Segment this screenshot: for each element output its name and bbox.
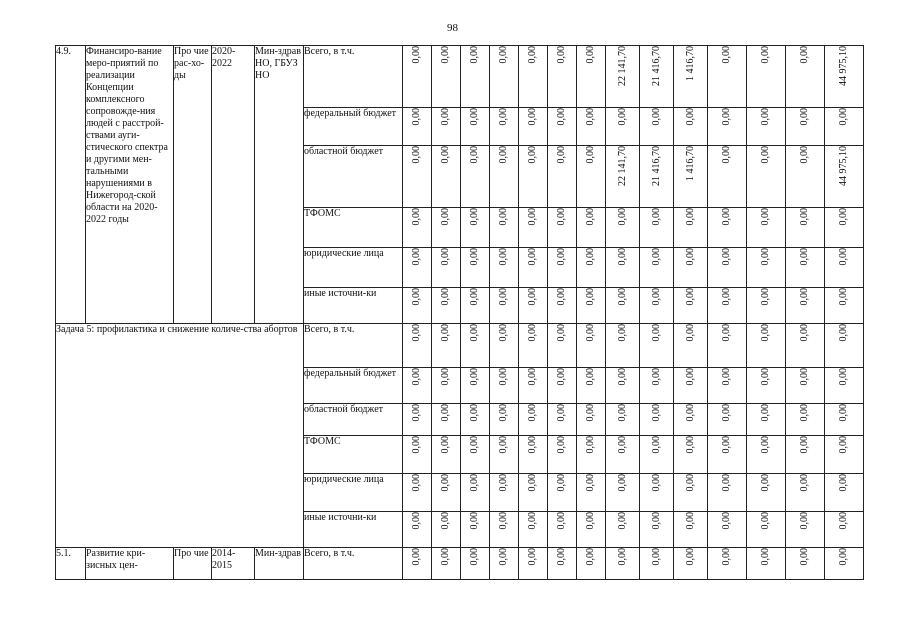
value-cell: 0,00 xyxy=(786,208,825,248)
value-cell: 0,00 xyxy=(403,146,432,208)
value-cell: 0,00 xyxy=(577,404,606,436)
value-cell: 0,00 xyxy=(519,324,548,368)
value-cell: 0,00 xyxy=(490,108,519,146)
value-cell: 0,00 xyxy=(708,324,747,368)
value-cell: 0,00 xyxy=(786,368,825,404)
period: 2014-2015 xyxy=(212,548,255,580)
value-cell: 0,00 xyxy=(708,368,747,404)
value-cell: 44 975,10 xyxy=(825,46,864,108)
value-cell: 0,00 xyxy=(747,404,786,436)
source-label: областной бюджет xyxy=(304,146,403,208)
value-cell: 0,00 xyxy=(825,324,864,368)
value-cell: 0,00 xyxy=(490,368,519,404)
value-cell: 0,00 xyxy=(674,208,708,248)
value-cell: 0,00 xyxy=(786,46,825,108)
value-cell: 0,00 xyxy=(640,474,674,512)
value-cell: 0,00 xyxy=(432,368,461,404)
value-cell: 0,00 xyxy=(786,404,825,436)
value-cell: 0,00 xyxy=(786,146,825,208)
value-cell: 21 416,70 xyxy=(640,146,674,208)
value-cell: 0,00 xyxy=(747,46,786,108)
value-cell: 0,00 xyxy=(461,436,490,474)
value-cell: 0,00 xyxy=(606,248,640,288)
source-label: областной бюджет xyxy=(304,404,403,436)
value-cell: 0,00 xyxy=(548,46,577,108)
value-cell: 0,00 xyxy=(825,474,864,512)
value-cell: 0,00 xyxy=(747,248,786,288)
value-cell: 0,00 xyxy=(708,548,747,580)
value-cell: 0,00 xyxy=(519,248,548,288)
source-label: иные источни-ки xyxy=(304,512,403,548)
period: 2020-2022 xyxy=(212,46,255,324)
value-cell: 0,00 xyxy=(490,46,519,108)
value-cell: 0,00 xyxy=(548,474,577,512)
value-cell: 0,00 xyxy=(747,512,786,548)
value-cell: 0,00 xyxy=(461,108,490,146)
value-cell: 21 416,70 xyxy=(640,46,674,108)
value-cell: 0,00 xyxy=(786,288,825,324)
value-cell: 0,00 xyxy=(577,146,606,208)
value-cell: 0,00 xyxy=(825,548,864,580)
value-cell: 0,00 xyxy=(519,368,548,404)
value-cell: 0,00 xyxy=(786,324,825,368)
value-cell: 0,00 xyxy=(577,436,606,474)
value-cell: 0,00 xyxy=(674,512,708,548)
value-cell: 0,00 xyxy=(747,368,786,404)
value-cell: 0,00 xyxy=(490,436,519,474)
value-cell: 0,00 xyxy=(403,46,432,108)
value-cell: 0,00 xyxy=(490,512,519,548)
value-cell: 0,00 xyxy=(519,46,548,108)
value-cell: 0,00 xyxy=(577,288,606,324)
value-cell: 0,00 xyxy=(432,436,461,474)
value-cell: 0,00 xyxy=(548,436,577,474)
value-cell: 0,00 xyxy=(606,436,640,474)
value-cell: 0,00 xyxy=(825,208,864,248)
value-cell: 0,00 xyxy=(403,548,432,580)
value-cell: 0,00 xyxy=(519,512,548,548)
value-cell: 0,00 xyxy=(674,474,708,512)
value-cell: 0,00 xyxy=(606,324,640,368)
value-cell: 0,00 xyxy=(577,208,606,248)
value-cell: 0,00 xyxy=(519,146,548,208)
value-cell: 0,00 xyxy=(519,208,548,248)
value-cell: 0,00 xyxy=(490,208,519,248)
value-cell: 0,00 xyxy=(403,248,432,288)
value-cell: 0,00 xyxy=(490,548,519,580)
value-cell: 0,00 xyxy=(548,146,577,208)
value-cell: 0,00 xyxy=(432,248,461,288)
value-cell: 0,00 xyxy=(461,368,490,404)
value-cell: 0,00 xyxy=(674,108,708,146)
value-cell: 0,00 xyxy=(640,208,674,248)
value-cell: 0,00 xyxy=(674,288,708,324)
value-cell: 0,00 xyxy=(786,548,825,580)
value-cell: 0,00 xyxy=(403,288,432,324)
value-cell: 0,00 xyxy=(461,248,490,288)
value-cell: 0,00 xyxy=(674,368,708,404)
value-cell: 0,00 xyxy=(747,474,786,512)
value-cell: 0,00 xyxy=(674,436,708,474)
source-label: федеральный бюджет xyxy=(304,368,403,404)
value-cell: 1 416,70 xyxy=(674,146,708,208)
value-cell: 0,00 xyxy=(432,288,461,324)
value-cell: 0,00 xyxy=(825,512,864,548)
value-cell: 0,00 xyxy=(490,324,519,368)
expense-type: Про чие xyxy=(174,548,212,580)
source-label: ТФОМС xyxy=(304,436,403,474)
value-cell: 0,00 xyxy=(519,404,548,436)
value-cell: 0,00 xyxy=(432,46,461,108)
value-cell: 0,00 xyxy=(548,248,577,288)
value-cell: 0,00 xyxy=(461,474,490,512)
value-cell: 0,00 xyxy=(432,474,461,512)
value-cell: 0,00 xyxy=(577,324,606,368)
value-cell: 0,00 xyxy=(490,248,519,288)
value-cell: 0,00 xyxy=(461,404,490,436)
value-cell: 0,00 xyxy=(640,108,674,146)
value-cell: 0,00 xyxy=(640,512,674,548)
value-cell: 0,00 xyxy=(490,288,519,324)
value-cell: 0,00 xyxy=(606,288,640,324)
executor: Мин-здрав НО, ГБУЗ НО xyxy=(255,46,304,324)
value-cell: 0,00 xyxy=(461,548,490,580)
value-cell: 0,00 xyxy=(640,324,674,368)
value-cell: 0,00 xyxy=(708,288,747,324)
value-cell: 0,00 xyxy=(577,108,606,146)
value-cell: 0,00 xyxy=(519,436,548,474)
value-cell: 0,00 xyxy=(403,474,432,512)
budget-table xyxy=(55,45,864,580)
value-cell: 0,00 xyxy=(747,548,786,580)
source-label: юридические лица xyxy=(304,248,403,288)
value-cell: 0,00 xyxy=(825,108,864,146)
value-cell: 0,00 xyxy=(490,474,519,512)
value-cell: 0,00 xyxy=(432,404,461,436)
value-cell: 0,00 xyxy=(403,404,432,436)
measure-name: Развитие кри-зисных цен- xyxy=(86,548,174,580)
value-cell: 0,00 xyxy=(461,46,490,108)
value-cell: 0,00 xyxy=(432,208,461,248)
value-cell: 0,00 xyxy=(577,368,606,404)
value-cell: 0,00 xyxy=(674,248,708,288)
value-cell: 22 141,70 xyxy=(606,46,640,108)
table-row xyxy=(56,324,864,368)
table-row xyxy=(56,548,864,580)
value-cell: 0,00 xyxy=(461,324,490,368)
value-cell: 0,00 xyxy=(674,548,708,580)
value-cell: 0,00 xyxy=(747,108,786,146)
value-cell: 0,00 xyxy=(548,288,577,324)
value-cell: 0,00 xyxy=(577,548,606,580)
value-cell: 0,00 xyxy=(606,108,640,146)
value-cell: 0,00 xyxy=(577,46,606,108)
value-cell: 0,00 xyxy=(708,248,747,288)
value-cell: 0,00 xyxy=(786,512,825,548)
value-cell: 22 141,70 xyxy=(606,146,640,208)
value-cell: 0,00 xyxy=(708,404,747,436)
value-cell: 0,00 xyxy=(708,436,747,474)
value-cell: 0,00 xyxy=(747,208,786,248)
task-heading: Задача 5: профилактика и снижение количе-ства абортов xyxy=(56,324,304,548)
value-cell: 0,00 xyxy=(461,512,490,548)
value-cell: 0,00 xyxy=(825,248,864,288)
value-cell: 0,00 xyxy=(548,108,577,146)
value-cell: 0,00 xyxy=(825,404,864,436)
value-cell: 0,00 xyxy=(708,208,747,248)
value-cell: 0,00 xyxy=(606,368,640,404)
value-cell: 0,00 xyxy=(403,436,432,474)
value-cell: 0,00 xyxy=(786,248,825,288)
value-cell: 1 416,70 xyxy=(674,46,708,108)
source-label: Всего, в т.ч. xyxy=(304,46,403,108)
value-cell: 0,00 xyxy=(747,324,786,368)
row-number: 5.1. xyxy=(56,548,86,580)
value-cell: 0,00 xyxy=(548,208,577,248)
table-row xyxy=(56,46,864,108)
source-label: Всего, в т.ч. xyxy=(304,324,403,368)
value-cell: 0,00 xyxy=(403,324,432,368)
value-cell: 0,00 xyxy=(747,146,786,208)
value-cell: 0,00 xyxy=(708,46,747,108)
value-cell: 0,00 xyxy=(674,404,708,436)
value-cell: 0,00 xyxy=(640,248,674,288)
value-cell: 0,00 xyxy=(606,548,640,580)
value-cell: 0,00 xyxy=(490,404,519,436)
page-number: 98 xyxy=(447,22,458,34)
value-cell: 0,00 xyxy=(577,248,606,288)
value-cell: 0,00 xyxy=(548,404,577,436)
executor: Мин-здрав xyxy=(255,548,304,580)
value-cell: 0,00 xyxy=(825,288,864,324)
value-cell: 0,00 xyxy=(403,108,432,146)
value-cell: 0,00 xyxy=(708,512,747,548)
value-cell: 0,00 xyxy=(606,404,640,436)
source-label: юридические лица xyxy=(304,474,403,512)
value-cell: 0,00 xyxy=(640,404,674,436)
measure-name: Финансиро-вание меро-приятий по реализации Концепции комплексного сопровожде-ния людей с расстрой-ствами ауги-стического спектра и другими мен-тальными нарушениями в Нижегород-ской области на 2020-2022 годы xyxy=(86,46,174,324)
value-cell: 0,00 xyxy=(708,474,747,512)
source-label: Всего, в т.ч. xyxy=(304,548,403,580)
value-cell: 0,00 xyxy=(606,512,640,548)
value-cell: 0,00 xyxy=(519,474,548,512)
value-cell: 0,00 xyxy=(640,288,674,324)
value-cell: 0,00 xyxy=(432,108,461,146)
row-number: 4.9. xyxy=(56,46,86,324)
value-cell: 0,00 xyxy=(519,548,548,580)
value-cell: 0,00 xyxy=(490,146,519,208)
value-cell: 0,00 xyxy=(708,146,747,208)
value-cell: 0,00 xyxy=(708,108,747,146)
value-cell: 0,00 xyxy=(640,548,674,580)
value-cell: 0,00 xyxy=(548,548,577,580)
value-cell: 0,00 xyxy=(640,436,674,474)
value-cell: 0,00 xyxy=(548,368,577,404)
value-cell: 0,00 xyxy=(577,474,606,512)
value-cell: 0,00 xyxy=(403,208,432,248)
value-cell: 0,00 xyxy=(519,108,548,146)
value-cell: 0,00 xyxy=(548,512,577,548)
value-cell: 0,00 xyxy=(825,368,864,404)
value-cell: 0,00 xyxy=(432,548,461,580)
source-label: федеральный бюджет xyxy=(304,108,403,146)
value-cell: 0,00 xyxy=(403,368,432,404)
value-cell: 0,00 xyxy=(786,474,825,512)
expense-type: Про чие рас-хо-ды xyxy=(174,46,212,324)
source-label: иные источни-ки xyxy=(304,288,403,324)
value-cell: 0,00 xyxy=(432,512,461,548)
value-cell: 0,00 xyxy=(786,108,825,146)
value-cell: 0,00 xyxy=(674,324,708,368)
value-cell: 0,00 xyxy=(577,512,606,548)
value-cell: 0,00 xyxy=(786,436,825,474)
value-cell: 44 975,10 xyxy=(825,146,864,208)
value-cell: 0,00 xyxy=(747,288,786,324)
value-cell: 0,00 xyxy=(640,368,674,404)
value-cell: 0,00 xyxy=(432,146,461,208)
value-cell: 0,00 xyxy=(432,324,461,368)
value-cell: 0,00 xyxy=(461,208,490,248)
value-cell: 0,00 xyxy=(825,436,864,474)
value-cell: 0,00 xyxy=(461,146,490,208)
value-cell: 0,00 xyxy=(461,288,490,324)
value-cell: 0,00 xyxy=(403,512,432,548)
value-cell: 0,00 xyxy=(519,288,548,324)
value-cell: 0,00 xyxy=(548,324,577,368)
value-cell: 0,00 xyxy=(606,474,640,512)
value-cell: 0,00 xyxy=(606,208,640,248)
value-cell: 0,00 xyxy=(747,436,786,474)
source-label: ТФОМС xyxy=(304,208,403,248)
